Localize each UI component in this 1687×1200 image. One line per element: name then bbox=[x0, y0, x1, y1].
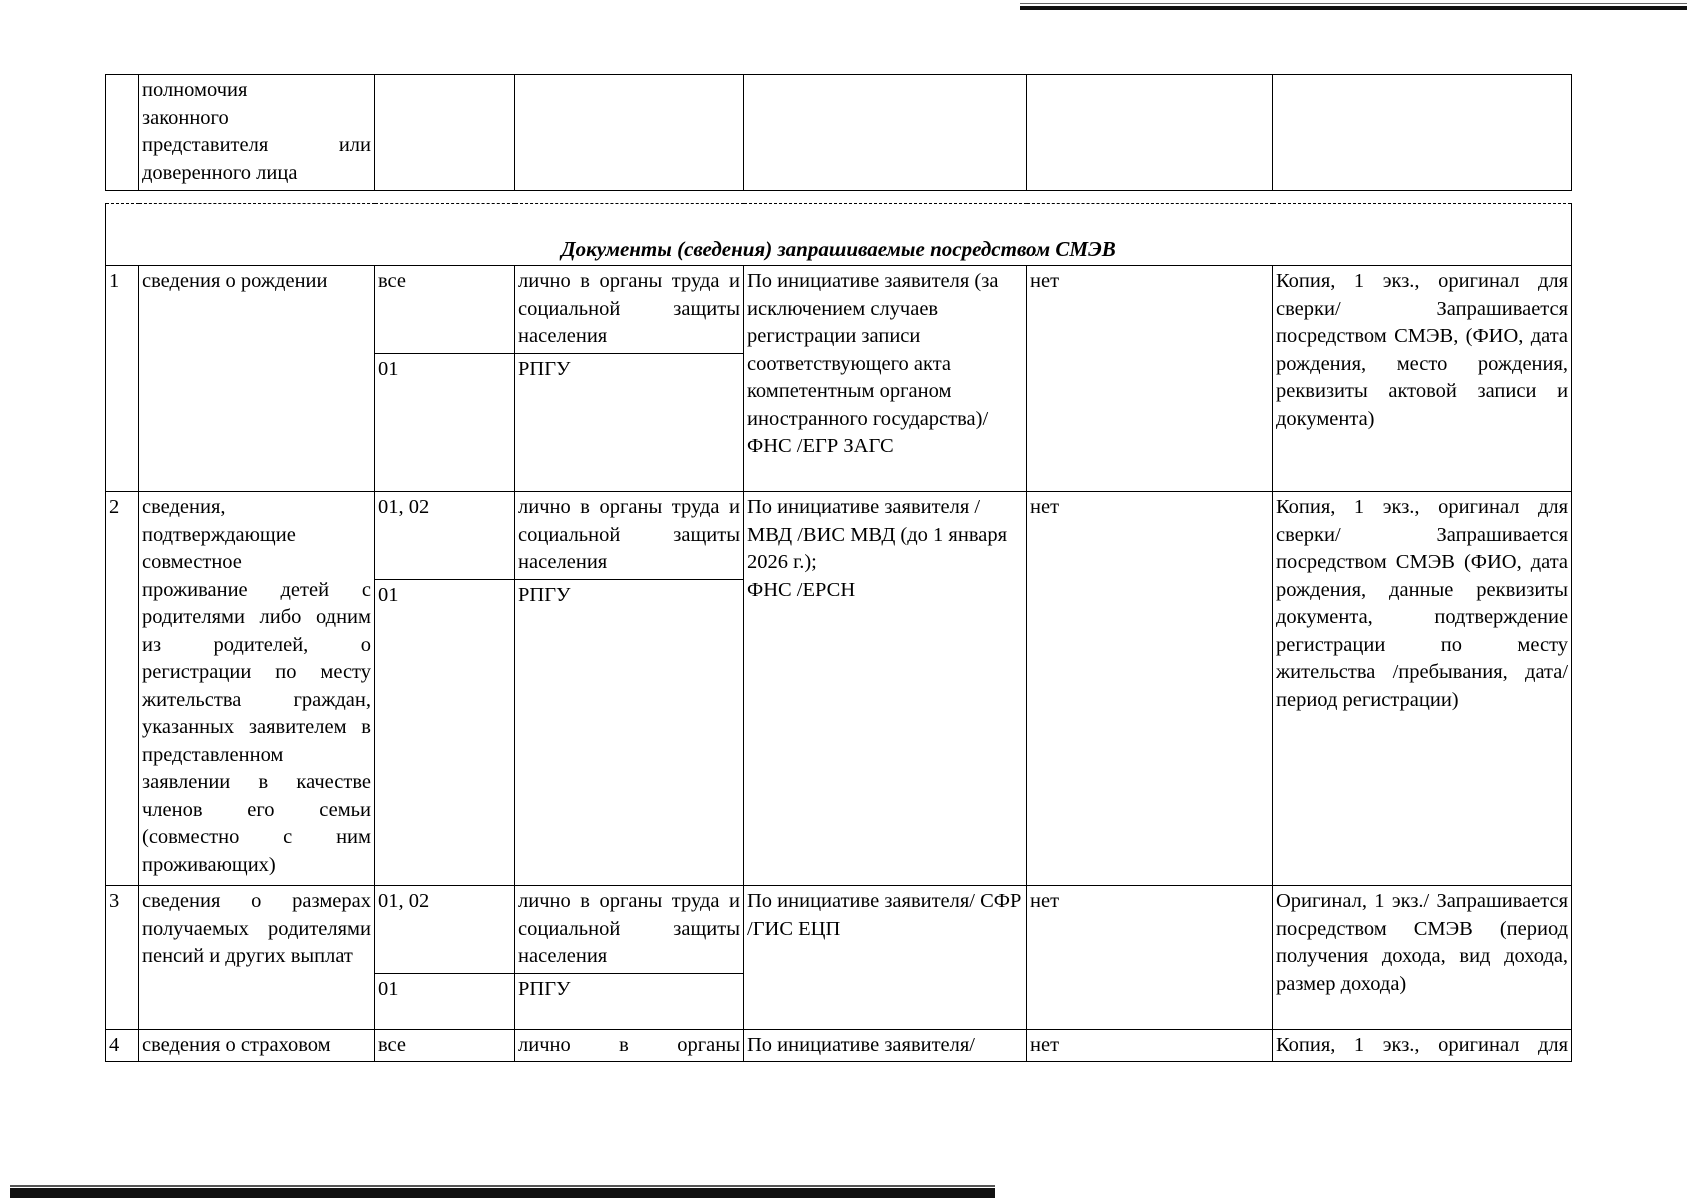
cell-form: Копия, 1 экз., оригинал для сверки/ Запрашивается посредством СМЭВ (ФИО, дата рождения, данные реквизиты документа, подтверждение регистрации по месту жительства /пребывания, дата/период регистрации) bbox=[1273, 492, 1572, 886]
cell-basis-part: ФНС /ЕРСН bbox=[747, 578, 856, 601]
cell-way bbox=[515, 75, 744, 191]
cell-way: лично в органы труда и социальной защиты населения bbox=[515, 886, 744, 974]
scan-edge-bottom-thin bbox=[10, 1185, 995, 1187]
cell-basis: По инициативе заявителя/ СФР /ГИС ЕЦП bbox=[744, 886, 1027, 1030]
cell-flag: нет bbox=[1027, 886, 1273, 1030]
cell-category: 01 bbox=[375, 580, 515, 886]
text-word: или bbox=[338, 134, 371, 156]
cell-num: 1 bbox=[106, 266, 139, 492]
cell-way: лично в органы труда и социальной защиты населения bbox=[515, 492, 744, 580]
cell-way: РПГУ bbox=[515, 580, 744, 886]
cell-basis bbox=[744, 492, 1027, 886]
cell-basis bbox=[744, 75, 1027, 191]
cell-num: 2 bbox=[106, 492, 139, 886]
cell-category: 01, 02 bbox=[375, 886, 515, 974]
cell-name-part: проживание детей с родителями либо одним из родителей, о регистрации по месту жительства граждан, указанных заявителем в представленном заявлении в качестве членов его семьи (совместно с ним проживающих) bbox=[142, 578, 371, 876]
text-word: представителя bbox=[142, 134, 269, 156]
table-row bbox=[106, 492, 1572, 580]
cell-form: Копия, 1 экз., оригинал для сверки/ Запрашивается посредством СМЭВ, (ФИО, дата рождения, место рождения, реквизиты актовой записи и документа) bbox=[1273, 266, 1572, 492]
cell-form: Копия, 1 экз., оригинал для bbox=[1273, 1030, 1572, 1062]
cell-category: 01, 02 bbox=[375, 492, 515, 580]
text-line: полномочия bbox=[142, 79, 248, 101]
cell-name bbox=[139, 492, 375, 886]
cell-name: сведения о страховом bbox=[139, 1030, 375, 1062]
cell-num: 3 bbox=[106, 886, 139, 1030]
section-title: Документы (сведения) запрашиваемые посредством СМЭВ bbox=[106, 204, 1572, 266]
cell-form bbox=[1273, 75, 1572, 191]
cell-category bbox=[375, 75, 515, 191]
text-line: доверенного лица bbox=[142, 161, 298, 184]
cell-category: 01 bbox=[375, 354, 515, 492]
scan-edge-top-thin bbox=[1020, 3, 1687, 4]
section-header-row bbox=[106, 204, 1572, 266]
cell-way: РПГУ bbox=[515, 354, 744, 492]
cell-flag bbox=[1027, 75, 1273, 191]
text-line bbox=[142, 132, 371, 160]
cell-flag: нет bbox=[1027, 266, 1273, 492]
document-table-area bbox=[105, 74, 1571, 1062]
cell-basis-part: По инициативе заявителя / МВД /ВИС МВД (до 1 января 2026 г.); bbox=[747, 496, 1008, 573]
cell-num bbox=[106, 75, 139, 191]
text-line: законного bbox=[142, 106, 229, 129]
cell-category: все bbox=[375, 1030, 515, 1062]
cell-basis: По инициативе заявителя (за исключением случаев регистрации записи соответствующего акта компетентным органом иностранного государства)/ ФНС /ЕГР ЗАГС bbox=[744, 266, 1027, 492]
scan-edge-top bbox=[1020, 6, 1687, 10]
cell-name: сведения о рождении bbox=[139, 266, 375, 492]
continuation-table bbox=[105, 74, 1572, 191]
table-row bbox=[106, 886, 1572, 974]
cell-form: Оригинал, 1 экз./ Запрашивается посредством СМЭВ (период получения дохода, вид дохода, размер дохода) bbox=[1273, 886, 1572, 1030]
cell-way: лично в органы bbox=[515, 1030, 744, 1062]
cell-basis: По инициативе заявителя/ bbox=[744, 1030, 1027, 1062]
cell-name: сведения о размерах получаемых родителями пенсий и других выплат bbox=[139, 886, 375, 1030]
cell-category: 01 bbox=[375, 974, 515, 1030]
cell-way: лично в органы труда и социальной защиты населения bbox=[515, 266, 744, 354]
table-row bbox=[106, 266, 1572, 354]
cell-way: РПГУ bbox=[515, 974, 744, 1030]
scan-edge-bottom bbox=[10, 1188, 995, 1198]
cell-name-part: сведения, подтверждающие совместное bbox=[142, 496, 296, 573]
cell-flag: нет bbox=[1027, 1030, 1273, 1062]
smev-documents-table bbox=[105, 203, 1572, 1062]
table-row bbox=[106, 75, 1572, 191]
cell-name bbox=[139, 75, 375, 191]
cell-flag: нет bbox=[1027, 492, 1273, 886]
table-row bbox=[106, 1030, 1572, 1062]
cell-category: все bbox=[375, 266, 515, 354]
cell-num: 4 bbox=[106, 1030, 139, 1062]
